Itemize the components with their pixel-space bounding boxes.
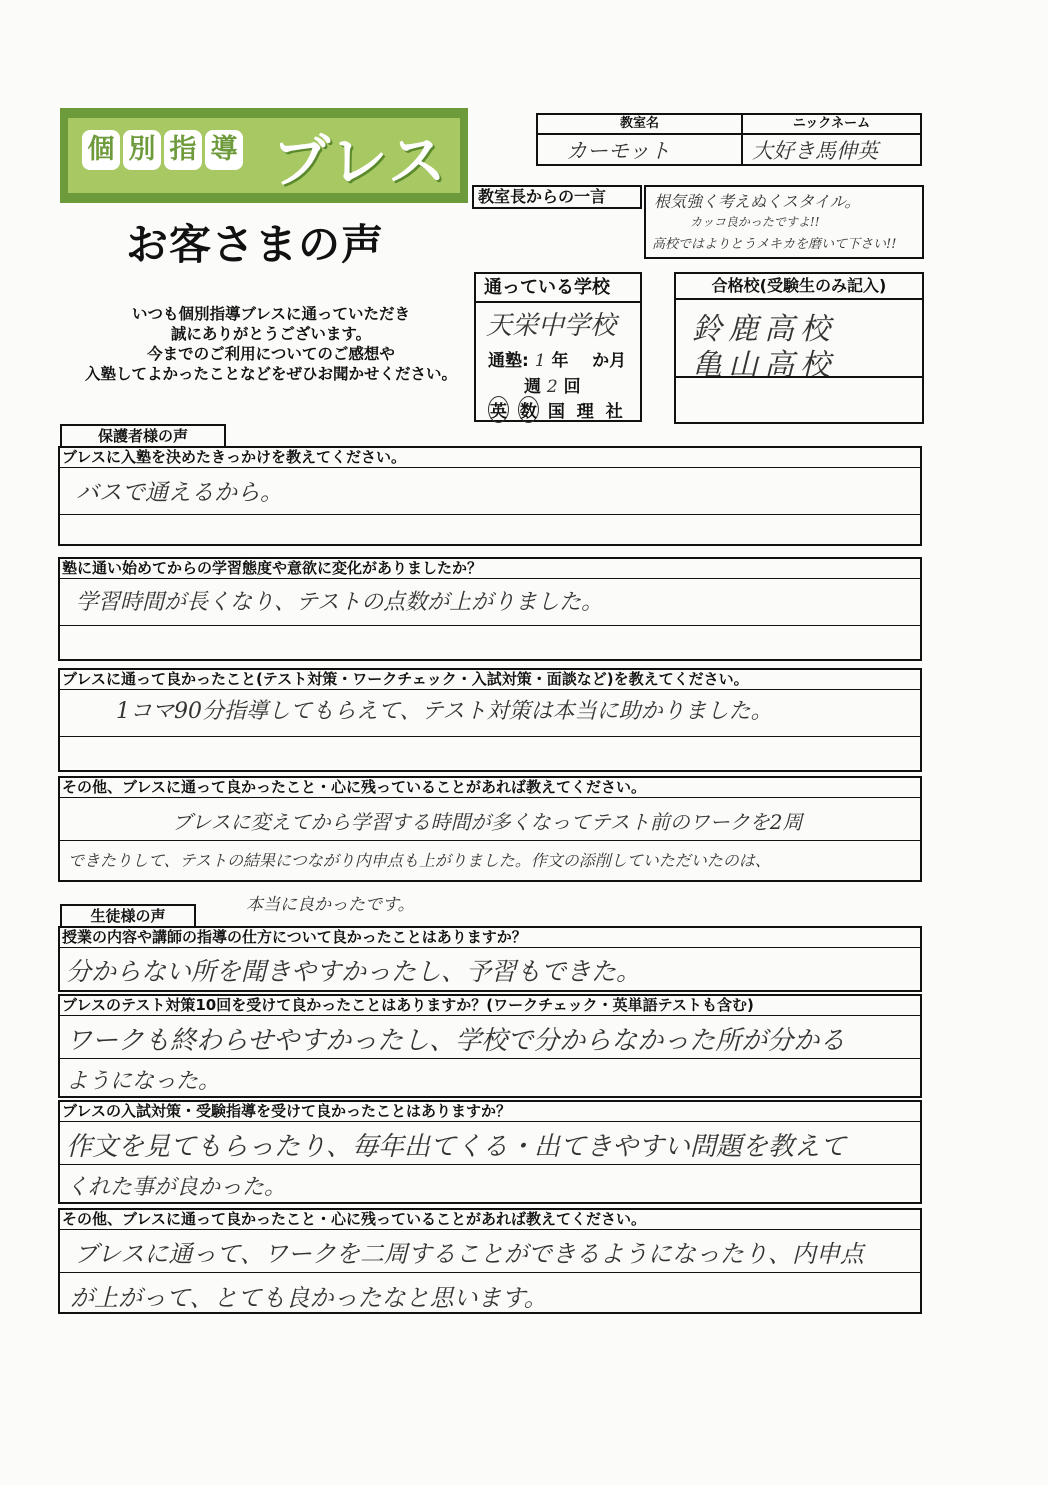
logo-char: 別: [123, 130, 161, 170]
answer-text: ブレスに変えてから学習する時間が多くなってテスト前のワークを2周: [172, 810, 803, 834]
passed-school: 亀山高校: [692, 348, 836, 383]
nickname-value: 大好き馬伸英: [752, 139, 878, 163]
week-label: 週: [524, 377, 541, 397]
passed-schools-box: [674, 272, 924, 424]
classroom-label: 教室名: [619, 116, 659, 131]
manager-comment-label: 教室長からの一言: [472, 185, 642, 209]
intro-line: 誠にありがとうございます。: [170, 325, 372, 343]
student-question-4: [58, 1208, 922, 1314]
week-row: [524, 372, 581, 397]
brand-logo: [60, 108, 468, 203]
logo-brand: ブレス: [272, 127, 448, 195]
guardian-section-tab: 保護者様の声: [60, 424, 226, 446]
student-question-2: [58, 994, 922, 1098]
question-text: その他、ブレスに通って良かったこと・心に残っていることがあれば教えてください。: [62, 778, 646, 796]
answer-text: ようになった。: [66, 1069, 221, 1094]
subject-social: 社: [605, 402, 626, 422]
question-text: ブレスに通って良かったこと(テスト対策・ワークチェック・入試対策・面談など)を教えてください。: [62, 670, 749, 688]
question-text: 塾に通い始めてからの学習態度や意欲に変化がありましたか？: [62, 559, 483, 577]
answer-text: ブレスに通って、ワークを二周することができるようになったり、内申点: [74, 1240, 864, 1268]
logo-char: 導: [205, 130, 243, 170]
tsujuku-label: 通塾:: [488, 351, 529, 371]
current-school-box: [474, 272, 642, 422]
manager-comment-line: 根気強く考えぬくスタイル。: [654, 192, 861, 211]
months-unit: か月: [592, 351, 627, 371]
nickname-label: ニックネーム: [792, 116, 871, 131]
question-text: ブレスのテスト対策10回を受けて良かったことはありますか？(ワークチェック・英単語テストも含む): [62, 996, 754, 1014]
manager-comment-line: 高校ではよりとうメキカを磨いて下さい!!: [652, 237, 897, 252]
answer-text: 1コマ90分指導してもらえて、テスト対策は本当に助かりました。: [116, 699, 773, 724]
intro-line: 入塾してよかったことなどをぜひお聞かせください。: [84, 365, 457, 383]
intro-line: いつも個別指導ブレスに通っていただき: [132, 305, 410, 323]
question-text: 授業の内容や講師の指導の仕方について良かったことはありますか？: [62, 928, 527, 946]
guardian-question-1: [58, 446, 922, 546]
subjects-row: [488, 396, 626, 423]
answer-text: 分からない所を聞きやすかったし、予習もできた。: [66, 957, 642, 986]
answer-text: 作文を見てもらったり、毎年出てくる・出てきやすい問題を教えて: [66, 1132, 847, 1162]
subject-math: 数: [518, 396, 539, 423]
subject-english: 英: [488, 396, 509, 423]
answer-text: ワークも終わらせやすかったし、学校で分からなかった所が分かる: [66, 1026, 846, 1056]
tsujuku-row: [488, 346, 626, 371]
times-value: 2: [546, 377, 558, 397]
times-unit: 回: [563, 377, 581, 397]
logo-chars: [82, 130, 243, 170]
answer-text: バスで通えるから。: [76, 480, 283, 506]
answer-text: くれた事が良かった。: [66, 1175, 287, 1200]
passed-schools-header: 合格校(受験生のみ記入): [676, 274, 922, 300]
guardian-question-4: [58, 776, 922, 882]
subject-japanese: 国: [547, 402, 568, 422]
current-school-name: 天栄中学校: [486, 311, 617, 341]
logo-char: 個: [82, 130, 120, 170]
current-school-header: 通っている学校: [476, 274, 640, 303]
question-text: ブレスに入塾を決めたきっかけを教えてください。: [62, 448, 406, 466]
answer-text: が上がって、とても良かったなと思います。: [70, 1284, 548, 1312]
logo-char: 指: [164, 130, 202, 170]
student-question-1: [58, 926, 922, 992]
question-text: その他、ブレスに通って良かったこと・心に残っていることがあれば教えてください。: [62, 1210, 646, 1228]
intro-line: 今までのご利用についてのご感想や: [147, 345, 395, 363]
student-question-3: [58, 1100, 922, 1204]
years-unit: 年: [551, 351, 569, 371]
intro-text: [66, 304, 476, 384]
manager-comment-box: [644, 185, 924, 259]
classroom-table: [536, 113, 922, 166]
guardian-question-3: [58, 668, 922, 772]
answer-text: 学習時間が長くなり、テストの点数が上がりました。: [76, 590, 604, 615]
answer-text: 本当に良かったです。: [246, 895, 415, 915]
passed-school: 鈴鹿高校: [692, 312, 836, 347]
guardian-question-2: [58, 557, 922, 661]
page-title: お客さまの声: [126, 220, 385, 269]
student-section-tab: 生徒様の声: [60, 904, 196, 926]
answer-text: できたりして、テストの結果につながり内申点も上がりました。作文の添削していただいたのは、: [68, 851, 771, 870]
manager-comment-line: カッコ良かったですよ!!: [690, 215, 820, 229]
years-value: 1: [534, 351, 546, 371]
question-text: ブレスの入試対策・受験指導を受けて良かったことはありますか？: [62, 1102, 511, 1120]
subject-science: 理: [576, 402, 597, 422]
classroom-value: カーモット: [566, 139, 671, 163]
